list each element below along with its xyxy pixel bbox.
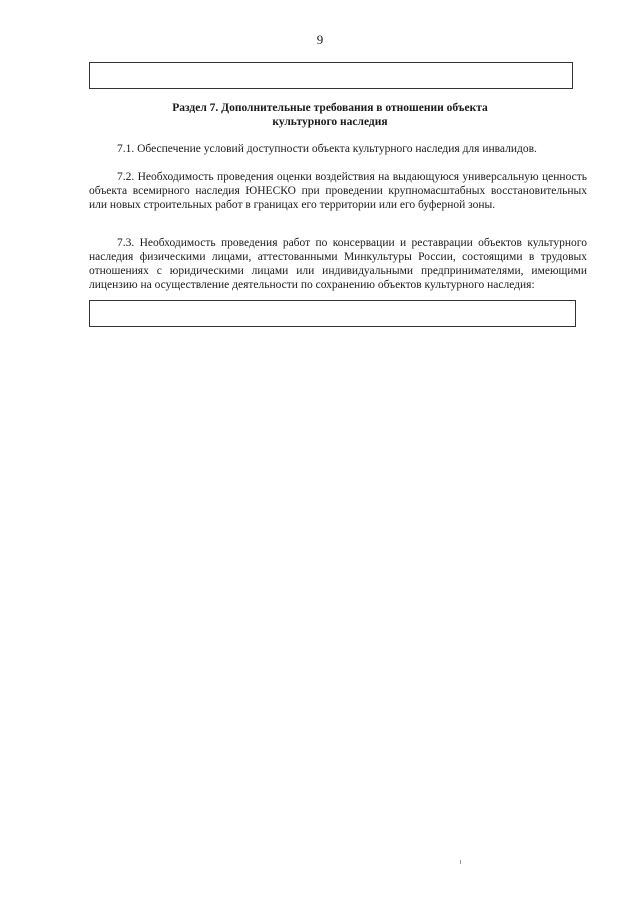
page-number: 9	[316, 32, 324, 47]
section-title	[140, 101, 520, 129]
paragraph-7-3: 7.3. Необходимость проведения работ по консервации и реставрации объектов культурного наследия физическими лицами, аттестованными Минкультуры России, состоящими в трудовых отношениях с юридическими лицами или индивидуальными предпринимателями, имеющими лицензию на осуществление деятельности по сохранению объектов культурного наследия:	[89, 237, 587, 291]
section-title-line-2: культурного наследия	[272, 116, 388, 128]
section-title-line-1: Раздел 7. Дополнительные требования в отношении объекта	[172, 102, 488, 114]
paragraph-7-1: 7.1. Обеспечение условий доступности объекта культурного наследия для инвалидов.	[117, 143, 537, 155]
scan-speck	[460, 860, 461, 864]
empty-field-box-top	[89, 62, 573, 89]
paragraph-7-2: 7.2. Необходимость проведения оценки воздействия на выдающуюся универсальную ценность объекта всемирного наследия ЮНЕСКО при проведении крупномасштабных восстановительных или новых строительных работ в границах его территории или его буферной зоны.	[89, 171, 587, 211]
empty-field-box-bottom	[89, 300, 576, 327]
